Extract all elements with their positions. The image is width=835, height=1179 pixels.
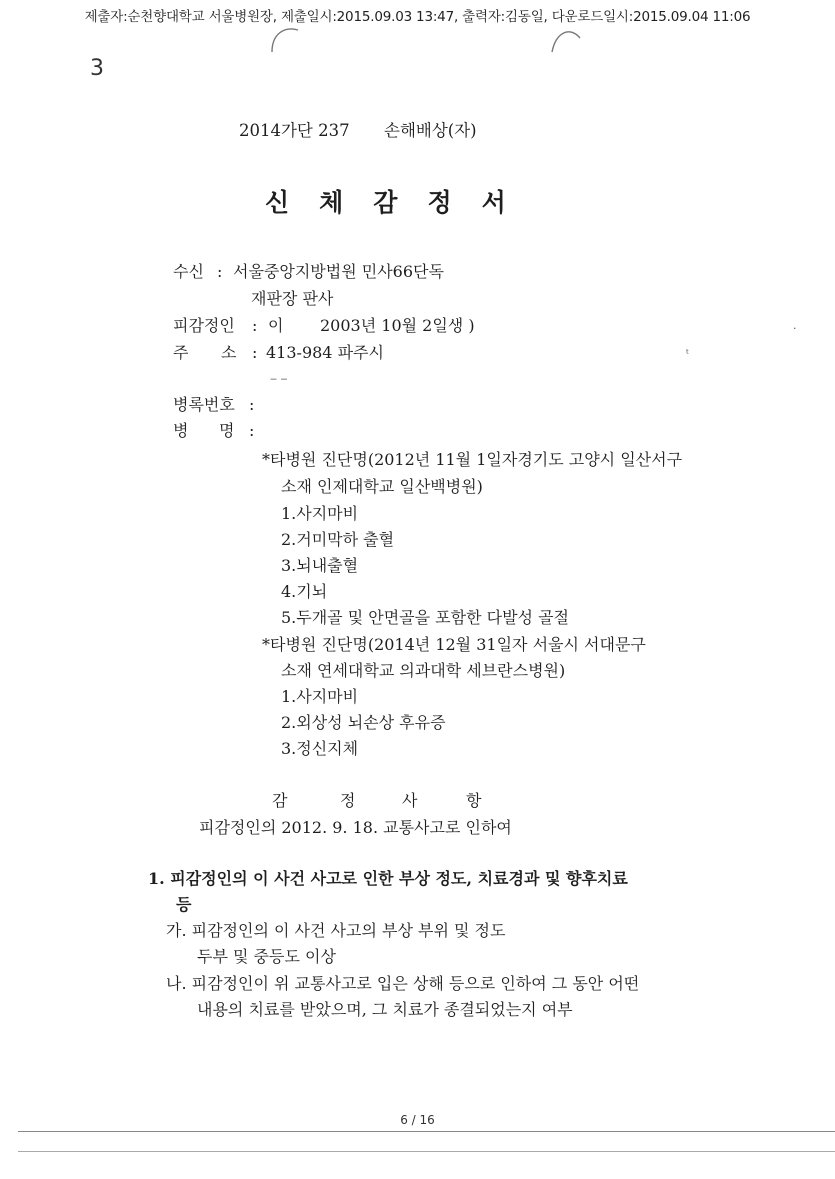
diagnosis-line: *타병원 진단명(2014년 12월 31일자 서울시 서대문구 (262, 635, 646, 654)
recipient-court: 서울중앙지방법원 민사66단독 (233, 262, 444, 281)
item-na: 나. 피감정인이 위 교통사고로 입은 상해 등으로 인하여 그 동안 어떤 (166, 974, 640, 993)
case-type: 손해배상(자) (384, 121, 477, 140)
diagnosis-line: 4.기뇌 (281, 582, 328, 601)
diagnosis-line: 1.사지마비 (281, 687, 359, 706)
address-colon: : (252, 343, 258, 362)
appraisal-heading-char: 감 (272, 791, 288, 810)
item-ga-answer: 두부 및 중등도 이상 (197, 947, 336, 966)
document-title: 신체감정서 (265, 188, 536, 217)
diagnosis-line: 3.정신지체 (281, 739, 359, 758)
recipient-label: 수신 (173, 262, 204, 281)
address-label-a: 주 (173, 343, 189, 362)
page-number: 6 / 16 (400, 1113, 435, 1127)
diagnosis-line: 2.외상성 뇌손상 후유증 (281, 713, 446, 732)
question-1-cont: 등 (176, 895, 192, 914)
handwritten-mark: 3 (90, 56, 104, 81)
subject-label: 피감정인 (173, 316, 235, 335)
appraisal-heading-char: 정 (340, 791, 356, 810)
scan-speck: ᵗ (686, 347, 690, 360)
diagnosis-line: 3.뇌내출혈 (281, 556, 359, 575)
case-number: 2014가단 237 (239, 121, 350, 140)
appraisal-heading-char: 사 (402, 791, 418, 810)
subject-colon: : (252, 316, 258, 335)
binder-hole-mark (548, 24, 584, 54)
diagnosis-line: 소재 연세대학교 의과대학 세브란스병원) (281, 661, 566, 680)
diagnosis-label-b: 명 (219, 421, 235, 440)
diagnosis-label-a: 병 (173, 421, 189, 440)
item-na-cont: 내용의 치료를 받았으며, 그 치료가 종결되었는지 여부 (197, 1000, 573, 1019)
appraisal-heading-char: 항 (466, 791, 482, 810)
diagnosis-line: 2.거미막하 출혈 (281, 530, 395, 549)
address-label-b: 소 (221, 343, 237, 362)
footer-rule (18, 1131, 835, 1132)
appraisal-intro: 피감정인의 2012. 9. 18. 교통사고로 인하여 (199, 818, 512, 837)
diagnosis-colon: : (249, 421, 255, 440)
submission-header: 제출자:순천향대학교 서울병원장, 제출일시:2015.09.03 13:47, 출력자:김동일, 다운로드일시:2015.09.04 11:06 (84, 9, 751, 25)
subject-birth: 2003년 10월 2일생 ) (320, 316, 475, 335)
address-value: 413-984 파주시 (266, 343, 384, 362)
scan-speck: ‒ ‒ (270, 372, 288, 385)
binder-hole-mark (268, 24, 304, 54)
record-number-label: 병록번호 (173, 395, 235, 414)
diagnosis-line: 1.사지마비 (281, 504, 359, 523)
item-ga: 가. 피감정인의 이 사건 사고의 부상 부위 및 정도 (166, 921, 506, 940)
diagnosis-line: 5.두개골 및 안면골을 포함한 다발성 골절 (281, 608, 569, 627)
diagnosis-line: *타병원 진단명(2012년 11월 1일자경기도 고양시 일산서구 (262, 450, 683, 469)
question-1: 1. 피감정인의 이 사건 사고로 인한 부상 정도, 치료경과 및 향후치료 (148, 869, 628, 888)
recipient-judge: 재판장 판사 (251, 289, 334, 308)
scan-speck: · (793, 322, 797, 335)
diagnosis-line: 소재 인제대학교 일산백병원) (281, 477, 483, 496)
subject-name: 이 (268, 316, 284, 335)
record-number-colon: : (249, 395, 255, 414)
footer-rule (18, 1151, 835, 1152)
recipient-colon: : (217, 262, 223, 281)
